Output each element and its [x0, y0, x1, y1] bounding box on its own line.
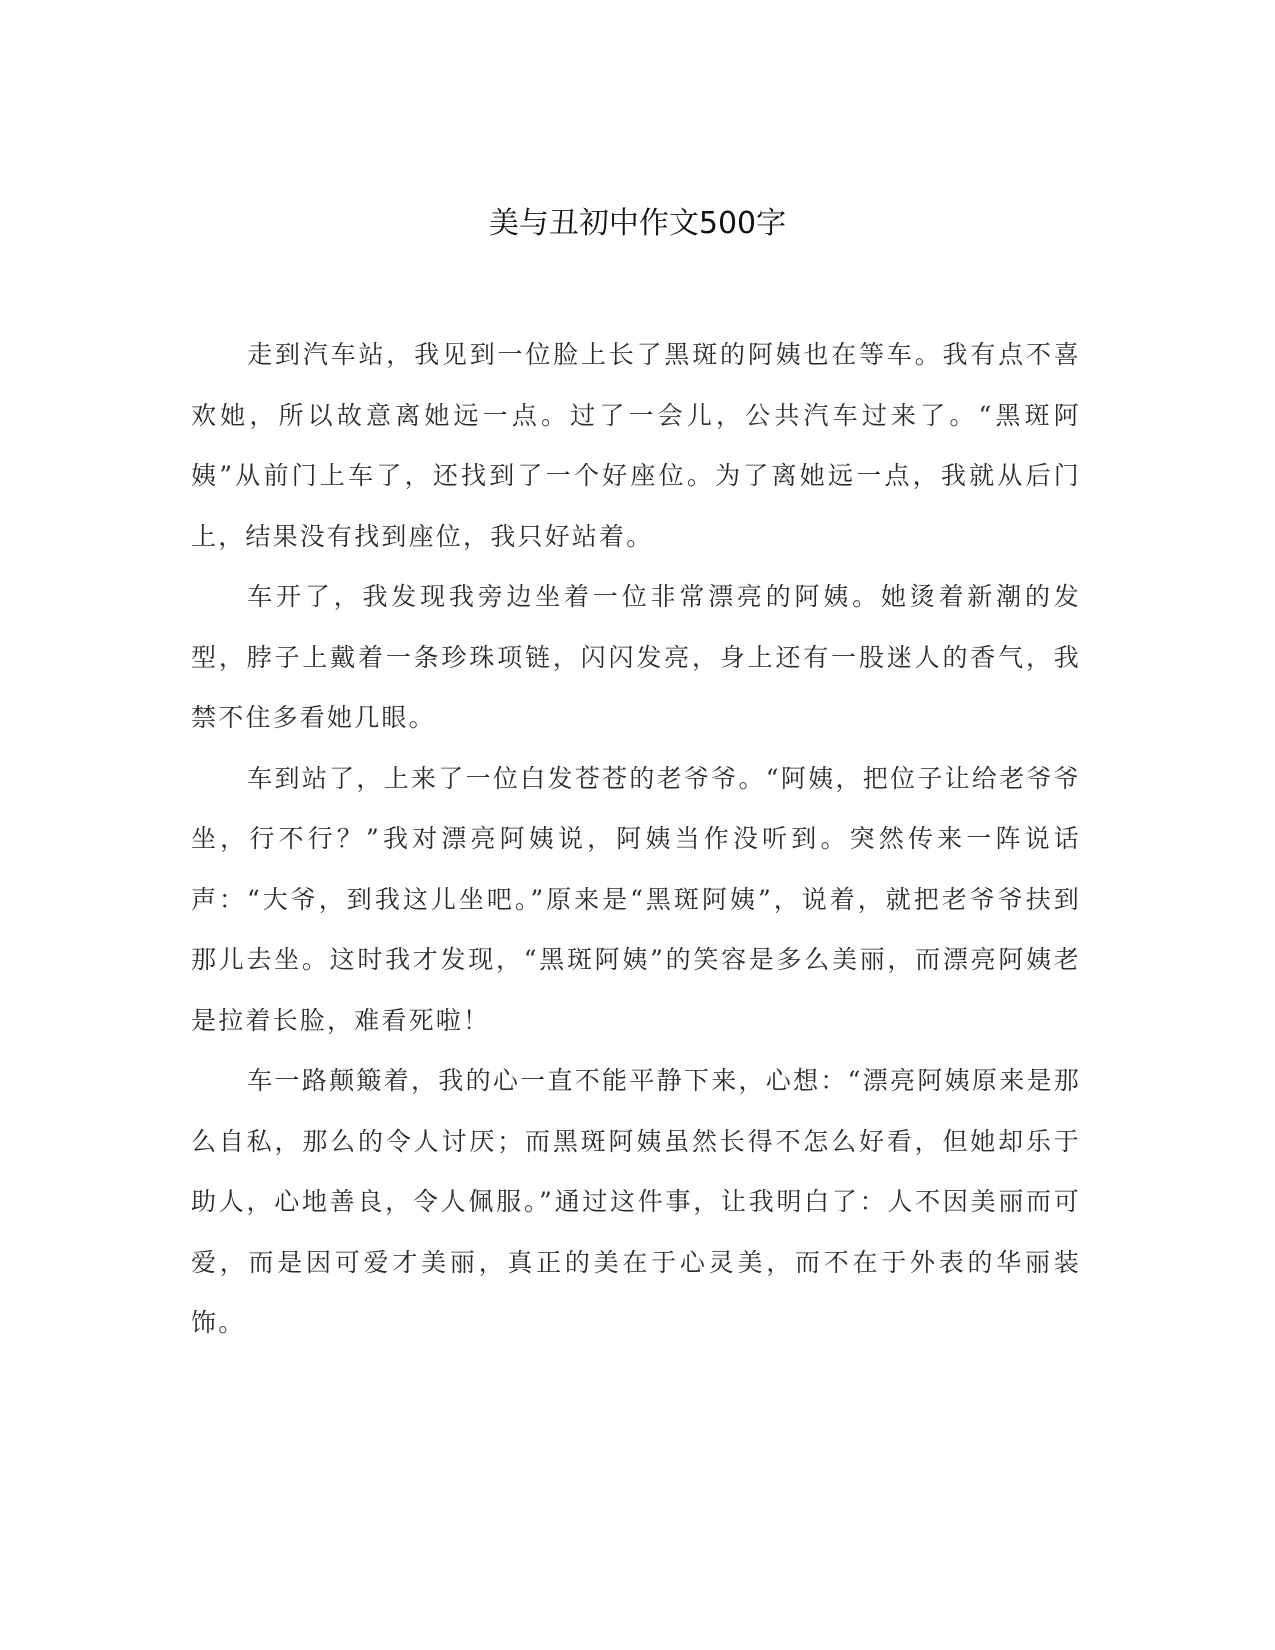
paragraph-1: 走到汽车站，我见到一位脸上长了黑斑的阿姨也在等车。我有点不喜欢她，所以故意离她远一点。过了一会儿，公共汽车过来了。“黑斑阿姨”从前门上车了，还找到了一个好座位。为了离她远一点，我就从后门上，结果没有找到座位，我只好站着。: [191, 340, 1081, 551]
paragraph-2: 车开了，我发现我旁边坐着一位非常漂亮的阿姨。她烫着新潮的发型，脖子上戴着一条珍珠项链，闪闪发亮，身上还有一股迷人的香气，我禁不住多看她几眼。: [191, 582, 1081, 732]
paragraph-3: 车到站了，上来了一位白发苍苍的老爷爷。“阿姨，把位子让给老爷爷坐，行不行？”我对漂亮阿姨说，阿姨当作没听到。突然传来一阵说话声：“大爷，到我这儿坐吧。”原来是“黑斑阿姨”，说着，就把老爷爷扶到那儿去坐。这时我才发现，“黑斑阿姨”的笑容是多么美丽，而漂亮阿姨老是拉着长脸，难看死啦！: [191, 763, 1081, 1035]
essay-body: [191, 325, 1081, 1354]
paragraph-4: 车一路颠簸着，我的心一直不能平静下来，心想：“漂亮阿姨原来是那么自私，那么的令人讨厌；而黑斑阿姨虽然长得不怎么好看，但她却乐于助人，心地善良，令人佩服。”通过这件事，让我明白了：人不因美丽而可爱，而是因可爱才美丽，真正的美在于心灵美，而不在于外表的华丽装饰。: [191, 1066, 1081, 1337]
page-title: 美与丑初中作文500字: [488, 206, 787, 241]
